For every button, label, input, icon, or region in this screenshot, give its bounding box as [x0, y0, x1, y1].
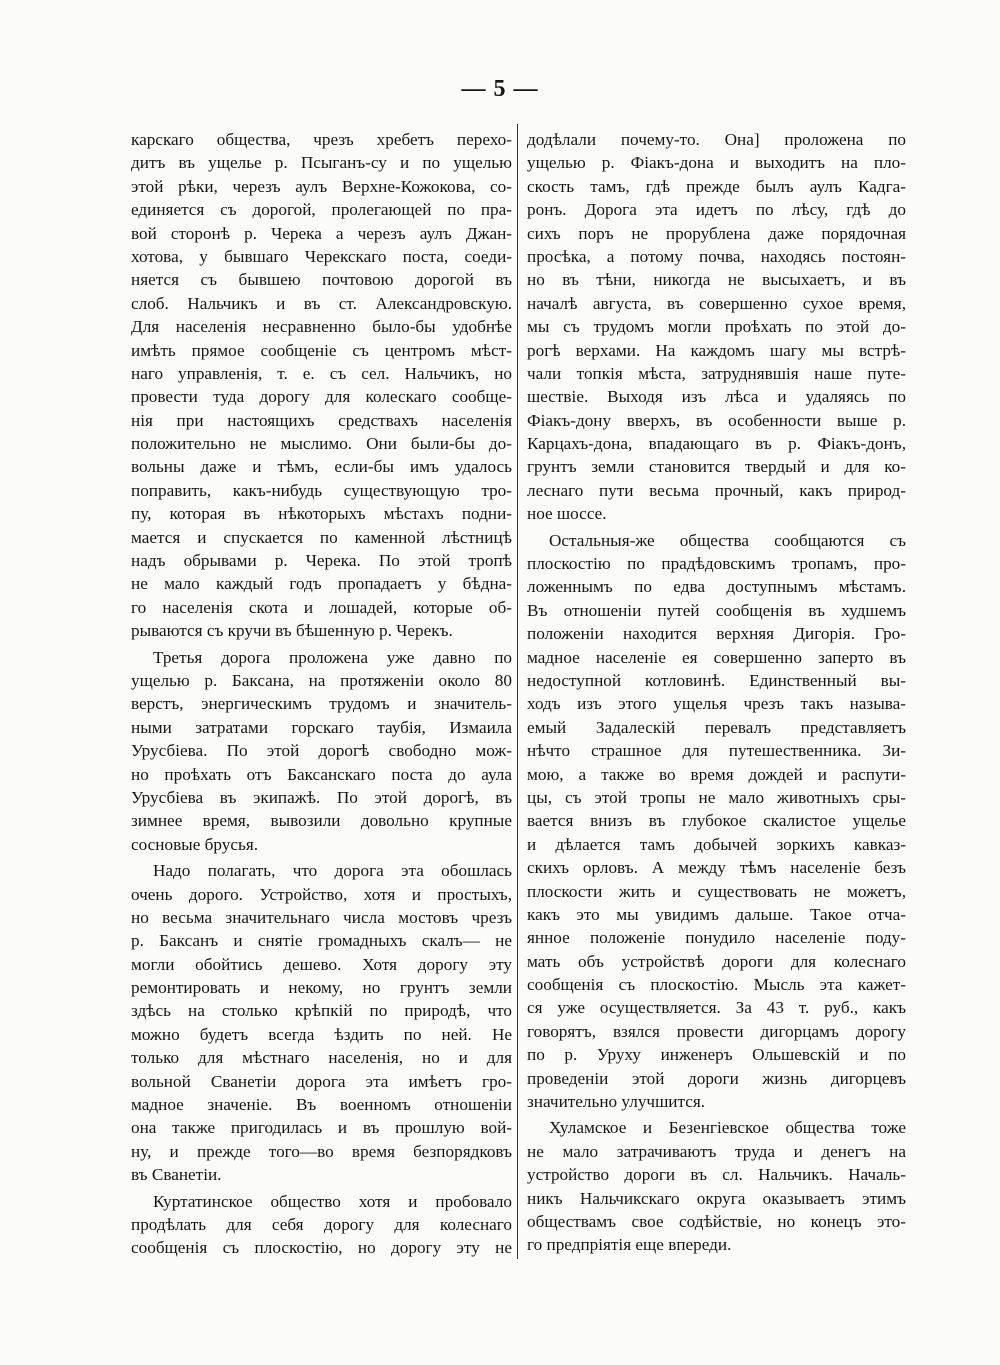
- text-line: го населенія скота и лошадей, которые об-: [131, 597, 512, 617]
- text-line: ущелью р. Фіакъ-дона и выходитъ на пло-: [527, 153, 906, 173]
- text-line: слоб. Нальчикъ и въ ст. Александровскую.: [131, 293, 512, 313]
- text-line: карскаго общества, чрезъ хребетъ перехо-: [131, 130, 512, 149]
- text-line: сообщенія съ плоскостію. Мысль эта кажет-: [527, 975, 906, 995]
- text-line: значительно улучшится.: [527, 1092, 706, 1112]
- text-line: поправить, какъ-нибудь существующую тро-: [131, 480, 512, 500]
- text-line: мадное населеніе ея совершенно заперто въ: [527, 647, 906, 667]
- paragraph: [527, 529, 906, 1114]
- text-line: нія при настоящихъ средствахъ населенія: [131, 410, 512, 430]
- text-line: проведеніи этой дороги жизнь дигорцевъ: [527, 1068, 906, 1088]
- text-line: Куртатинское общество хотя и пробовало: [153, 1191, 512, 1211]
- paragraph: [527, 1116, 906, 1256]
- text-line: дитъ въ ущелье р. Псыганъ-су и по ущелью: [131, 153, 512, 173]
- text-line: недоступной котловинѣ. Единственный вы-: [527, 670, 906, 690]
- text-line: просѣка, а потому почва, находясь постоян-: [527, 246, 906, 266]
- text-line: мается и спускается по каменной лѣстницѣ: [131, 527, 512, 547]
- text-line: провести туда дорогу для колескаго сообще-: [131, 387, 512, 407]
- text-line: шествіе. Выходя изъ лѣса и удаляясь по: [527, 387, 906, 407]
- paragraph: [131, 646, 512, 857]
- right-column: [527, 128, 906, 1260]
- text-line: чали топкія мѣста, затруднявшія наше путе-: [527, 363, 906, 383]
- text-line: Третья дорога проложена уже давно по: [153, 647, 512, 667]
- text-line: ными затратами горскаго таубія, Измаила: [131, 717, 512, 737]
- text-line: сосновые брусья.: [131, 834, 259, 854]
- text-line: очень дорого. Устройство, хотя и простыхъ,: [131, 884, 512, 904]
- text-line: пу, которая въ нѣкоторыхъ мѣстахъ подни-: [131, 504, 512, 524]
- text-line: рываются съ кручи въ бѣшенную р. Черекъ.: [131, 621, 453, 641]
- text-line: леснаго пути весьма прочный, какъ природ-: [527, 480, 906, 500]
- text-line: го предпріятія еще впереди.: [527, 1235, 732, 1255]
- text-line: имѣть прямое сообщеніе съ центромъ мѣст-: [131, 340, 512, 360]
- text-line: говорятъ, взялся провести дигорцамъ дорогу: [527, 1021, 906, 1041]
- text-line: ронъ. Дорога эта идетъ по лѣсу, гдѣ до: [527, 200, 906, 220]
- text-line: мы съ трудомъ могли проѣхать по этой до-: [527, 317, 906, 337]
- text-line: вольны даже и тѣмъ, если-бы имъ удалось: [131, 457, 512, 477]
- text-line: Карцахъ-дона, впадающаго въ р. Фіакъ-донъ,: [527, 434, 906, 454]
- text-line: началѣ августа, въ совершенно сухое время,: [527, 293, 906, 313]
- paragraph: [131, 859, 512, 1186]
- text-line: по р. Уруху инженеръ Ольшевскій и по: [527, 1045, 906, 1065]
- text-line: р. Баксанъ и снятіе громадныхъ скалъ— не: [131, 931, 512, 951]
- text-line: ное шоссе.: [527, 504, 607, 524]
- text-line: положеніи находится верхняя Дигорія. Гро-: [527, 624, 906, 644]
- text-line: грунтъ земли становится твердый и для ко-: [527, 457, 906, 477]
- text-line: хотова, у бывшаго Черекскаго поста, соеди-: [131, 246, 512, 266]
- text-line: ущелью р. Баксана, на протяженіи около 80: [131, 670, 512, 690]
- text-line: Хуламское и Безенгіевское общества тоже: [549, 1118, 906, 1138]
- text-line: верстъ, энергическимъ трудомъ и значитель-: [131, 694, 512, 714]
- text-line: Фіакъ-дону вверхъ, въ особенности выше р.: [527, 410, 906, 430]
- text-line: можно будетъ всегда ѣздить по ней. Не: [131, 1024, 512, 1044]
- text-line: сообщенія съ плоскостію, но дорогу эту не: [131, 1238, 512, 1258]
- text-line: Въ отношеніи путей сообщенія въ худшемъ: [527, 600, 906, 620]
- text-line: Для населенія несравненно было-бы удобнѣе: [131, 317, 512, 337]
- text-line: вольной Сванетіи дорога эта имѣетъ гро-: [131, 1071, 512, 1091]
- text-line: и дѣлается тамъ добычей зоркихъ кавказ-: [527, 834, 906, 854]
- text-line: надъ обрывами р. Черека. По этой тропѣ: [131, 551, 512, 571]
- text-line: никъ Нальчикскаго округа оказываетъ этимъ: [527, 1188, 906, 1208]
- text-line: ходъ изъ этого ущелья чрезъ такъ называ-: [527, 694, 906, 714]
- text-line: только для мѣстнаго населенія, но и для: [131, 1048, 512, 1068]
- text-line: скихъ орловъ. А между тѣмъ населеніе безъ: [527, 858, 906, 878]
- paragraph: [527, 128, 906, 526]
- text-line: янное положеніе понудило населеніе поду-: [527, 928, 906, 948]
- text-line: вой сторонѣ р. Черека а черезъ аулъ Джан-: [131, 223, 512, 243]
- text-line: цы, съ этой тропы не мало животныхъ сры-: [527, 787, 906, 807]
- text-line: мать объ устройствѣ дороги для колеснаго: [527, 951, 906, 971]
- text-line: здѣсь на столько крѣпкій по природѣ, что: [131, 1001, 512, 1021]
- page-number: — 5 —: [461, 76, 539, 102]
- text-line: она также пригодилась и въ прошлую вой-: [131, 1118, 512, 1138]
- text-line: емый Задалескій перевалъ представляетъ: [527, 717, 906, 737]
- text-line: единяется съ дорогой, пролегающей по пра-: [131, 200, 512, 220]
- text-line: Надо полагать, что дорога эта обошлась: [153, 861, 512, 881]
- text-line: не мало затрачиваютъ труда и денегъ на: [527, 1141, 906, 1161]
- text-line: вается внизъ въ глубокое скалистое ущелье: [527, 811, 906, 831]
- text-line: но проѣхать отъ Баксанскаго поста до аула: [131, 764, 512, 784]
- text-line: продѣлать для себя дорогу для колеснаго: [131, 1214, 512, 1234]
- text-line: мою, а также во время дождей и распути-: [527, 764, 906, 784]
- text-line: могли обойтись дешево. Хотя дорогу эту: [131, 954, 512, 974]
- left-column: [131, 128, 512, 1263]
- text-line: Остальныя-же общества сообщаются съ: [549, 530, 906, 550]
- text-line: Урусбіева. По этой дорогѣ свободно мож-: [131, 741, 512, 761]
- paragraph: [131, 128, 512, 643]
- text-line: въ Сванетіи.: [131, 1165, 222, 1185]
- text-line: какъ это мы увидимъ дальше. Такое отча-: [527, 904, 906, 924]
- text-line: ремонтировать и некому, но грунтъ земли: [131, 978, 512, 998]
- text-line: но въ тѣни, никогда не высыхаетъ, и въ: [527, 270, 906, 290]
- text-line: скость тамъ, гдѣ прежде былъ аулъ Кадга-: [527, 176, 906, 196]
- column-divider: [517, 124, 518, 1259]
- text-line: Урусбіева въ экипажѣ. По этой дорогѣ, въ: [131, 787, 512, 807]
- text-line: не мало каждый годъ пропадаетъ у бѣдна-: [131, 574, 512, 594]
- text-line: додѣлали почему-то. Она] проложена по: [527, 130, 906, 149]
- text-line: положительно не мыслимо. Они были-бы до-: [131, 434, 512, 454]
- text-line: наго управленія, т. е. съ сел. Нальчикъ, но: [131, 363, 512, 383]
- text-line: этой рѣки, черезъ аулъ Верхне-Кожокова, со-: [131, 176, 512, 196]
- text-line: плоскости жить и существовать не можетъ,: [527, 881, 906, 901]
- text-line: сихъ поръ не прорублена даже порядочная: [527, 223, 906, 243]
- text-line: устройство дороги въ сл. Нальчикъ. Началь-: [527, 1165, 906, 1185]
- text-line: ся уже осуществляется. За 43 т. руб., какъ: [527, 998, 906, 1018]
- text-line: плоскостію по прадѣдовскимъ тропамъ, про-: [527, 554, 906, 574]
- text-line: нѣчто страшное для путешественника. Зи-: [527, 741, 906, 761]
- text-line: но весьма значительнаго числа мостовъ чрезъ: [131, 907, 512, 927]
- paragraph: [131, 1190, 512, 1260]
- text-line: ну, и прежде того—во время безпорядковъ: [131, 1141, 512, 1161]
- text-line: мадное значеніе. Въ военномъ отношеніи: [131, 1095, 512, 1115]
- text-line: ложеннымъ по едва доступнымъ мѣстамъ.: [527, 577, 906, 597]
- text-line: рогѣ верхами. На каждомъ шагу мы встрѣ-: [527, 340, 906, 360]
- text-line: няется съ бывшею почтовою дорогой въ: [131, 270, 512, 290]
- text-line: зимнее время, вывозили довольно крупные: [131, 811, 512, 831]
- text-line: обществамъ свое содѣйствіе, но конецъ это-: [527, 1211, 906, 1231]
